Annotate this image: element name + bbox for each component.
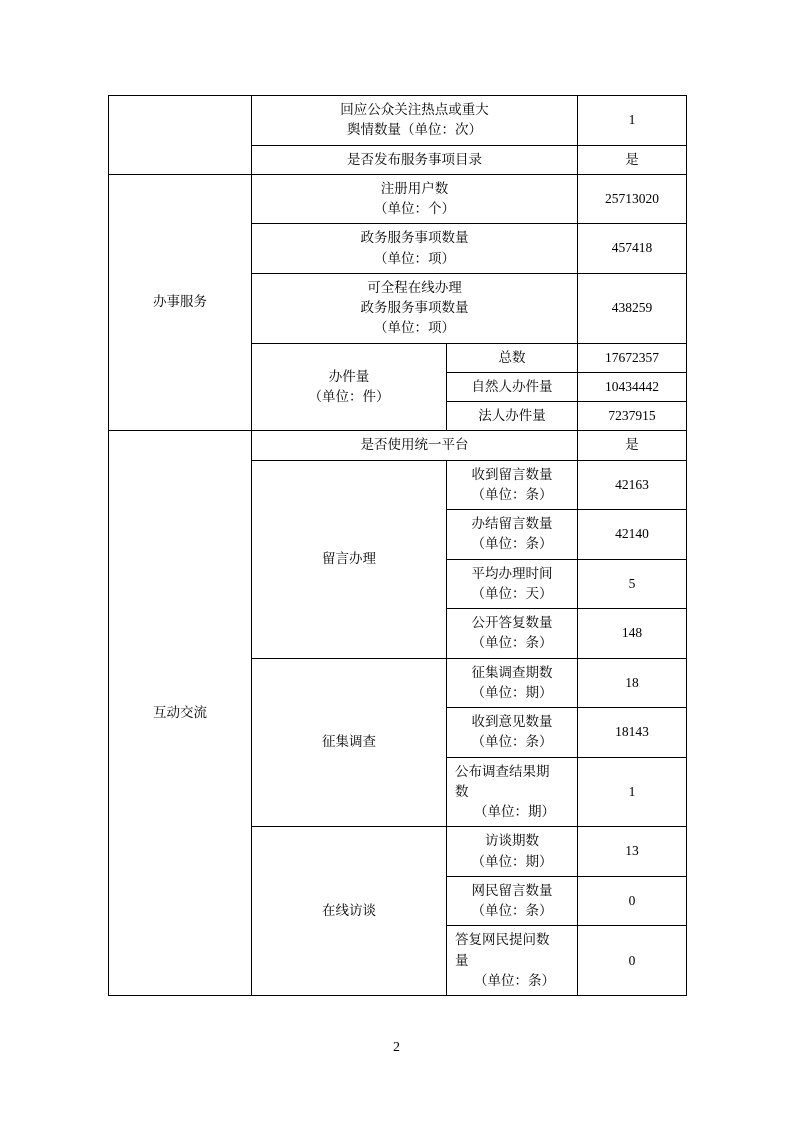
- item-label-cell: [252, 273, 578, 343]
- sub-label-cell: [447, 757, 578, 827]
- item-line: 政务服务事项数量: [360, 300, 469, 315]
- item-line: 可全程在线办理: [367, 279, 462, 295]
- sub-label-cell: [447, 510, 578, 560]
- item-line: 回应公众关注热点或重大: [340, 102, 489, 117]
- sub-label-line: （单位：条）: [471, 734, 553, 750]
- sub-label-line: （单位：期）: [471, 853, 553, 869]
- item-label-cell: 是否发布服务事项目录: [252, 145, 578, 174]
- item-label-cell-zhengjidiaocha: 征集调查: [252, 658, 447, 827]
- item-line: （单位：件）: [308, 388, 390, 404]
- value-cell: 是: [578, 145, 687, 174]
- value-cell: 10434442: [578, 372, 687, 401]
- sub-label-cell: [447, 609, 578, 659]
- table-row: [109, 431, 687, 460]
- sub-label-line: （单位：条）: [471, 903, 553, 918]
- value-cell: 42140: [578, 510, 687, 560]
- item-line: （单位：项）: [374, 320, 455, 336]
- category-cell-empty: [109, 96, 252, 175]
- item-label-cell: [252, 174, 578, 224]
- sub-label-cell: [447, 460, 578, 510]
- sub-label-cell: [447, 658, 578, 708]
- category-cell-banshifuwu: 办事服务: [109, 174, 252, 431]
- sub-label-line: 访谈期数: [485, 833, 539, 849]
- sub-label-line: 数: [455, 783, 469, 799]
- government-affairs-statistics-table: [108, 95, 687, 996]
- category-cell-hudongjiaoliu: 互动交流: [109, 431, 252, 996]
- item-line: 舆情数量（单位：次）: [347, 122, 482, 138]
- sub-label-line: （单位：期）: [471, 684, 553, 700]
- value-cell: 18: [578, 658, 687, 708]
- value-cell: 457418: [578, 224, 687, 274]
- sub-label-line: 公布调查结果期: [455, 763, 550, 779]
- item-line: 注册用户数: [380, 180, 449, 196]
- value-cell: 7237915: [578, 402, 687, 431]
- sub-label-cell: [447, 876, 578, 926]
- value-cell: 148: [578, 609, 687, 659]
- value-cell: 438259: [578, 273, 687, 343]
- sub-label-cell: [447, 559, 578, 609]
- value-cell: 13: [578, 827, 687, 877]
- sub-label-line: 收到意见数量: [471, 714, 553, 729]
- sub-label-cell: 总数: [447, 343, 578, 372]
- sub-label-line: 收到留言数量: [471, 466, 553, 482]
- sub-label-line: 量: [455, 952, 469, 968]
- table-row: [109, 174, 687, 224]
- item-line: （单位：个）: [374, 201, 455, 216]
- page-number: 2: [393, 1040, 400, 1055]
- item-label-cell: [252, 224, 578, 274]
- sub-label-cell: 自然人办件量: [447, 372, 578, 401]
- value-cell: 25713020: [578, 174, 687, 224]
- item-label-cell: 是否使用统一平台: [252, 431, 578, 460]
- value-cell: 42163: [578, 460, 687, 510]
- value-cell: 5: [578, 559, 687, 609]
- sub-label-line: 公开答复数量: [471, 615, 553, 630]
- sub-label-line: （单位：条）: [471, 635, 553, 651]
- item-line: 办件量: [328, 368, 370, 384]
- item-line: 政务服务事项数量: [360, 230, 469, 246]
- item-line: （单位：项）: [374, 250, 455, 266]
- item-label-cell-zaixianfangtan: 在线访谈: [252, 827, 447, 996]
- item-label-cell: [252, 96, 578, 146]
- value-cell: 1: [578, 757, 687, 827]
- sub-label-line: 办结留言数量: [471, 516, 553, 531]
- value-cell: 0: [578, 926, 687, 996]
- sub-label-line: 答复网民提问数: [455, 932, 550, 948]
- value-cell: 是: [578, 431, 687, 460]
- sub-label-line: 网民留言数量: [471, 882, 553, 898]
- sub-label-line: （单位：期）: [474, 804, 555, 819]
- value-cell: 17672357: [578, 343, 687, 372]
- sub-label-cell: 法人办件量: [447, 402, 578, 431]
- sub-label-cell: [447, 827, 578, 877]
- sub-label-cell: [447, 708, 578, 758]
- table-row: [109, 96, 687, 146]
- item-label-cell-liuyanbanli: 留言办理: [252, 460, 447, 658]
- sub-label-line: （单位：天）: [471, 585, 553, 601]
- report-table-container: [108, 95, 686, 996]
- sub-label-line: （单位：条）: [474, 972, 555, 988]
- value-cell: 1: [578, 96, 687, 146]
- sub-label-line: （单位：条）: [471, 536, 553, 552]
- sub-label-cell: [447, 926, 578, 996]
- value-cell: 18143: [578, 708, 687, 758]
- sub-label-line: 平均办理时间: [471, 565, 553, 581]
- item-label-cell-banjianliang: [252, 343, 447, 431]
- value-cell: 0: [578, 876, 687, 926]
- sub-label-line: 征集调查期数: [471, 664, 553, 680]
- sub-label-line: （单位：条）: [471, 486, 553, 502]
